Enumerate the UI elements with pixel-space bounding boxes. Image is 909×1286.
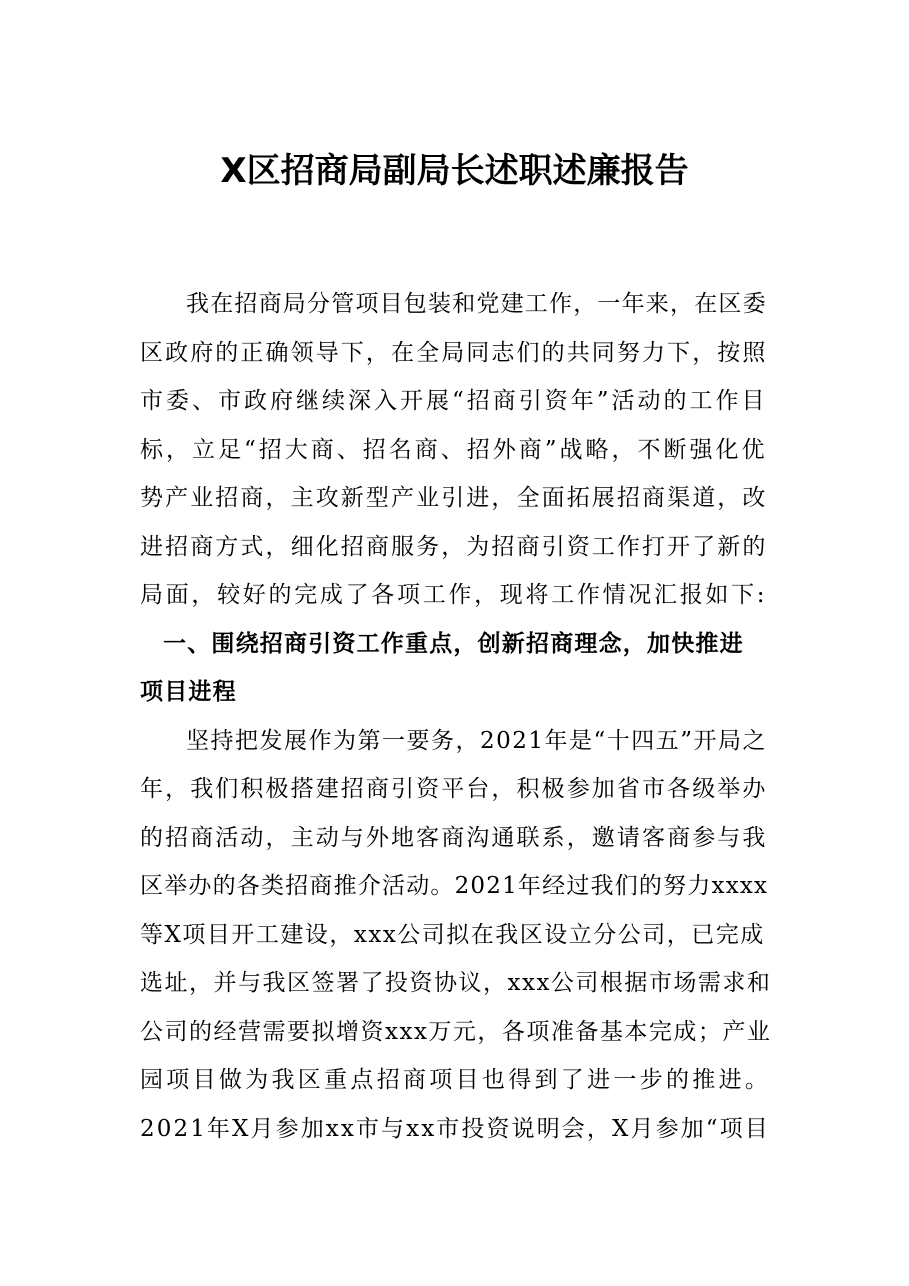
text-line: 局面，较好的完成了各项工作，现将工作情况汇报如下: <box>140 582 768 608</box>
text-line: 坚持把发展作为第一要务，2021年是“十四五”开局之 <box>186 727 768 754</box>
text-line: 年，我们积极搭建招商引资平台，积极参加省市各级举办 <box>140 776 768 802</box>
text-line: 等X项目开工建设，xxx公司拟在我区设立分公司，已完成 <box>140 921 765 948</box>
text-line: 市委、市政府继续深入开展“招商引资年”活动的工作目 <box>140 388 768 414</box>
text-line: 进招商方式，细化招商服务，为招商引资工作打开了新的 <box>140 533 768 560</box>
heading-line: 一、围绕招商引资工作重点，创新招商理念，加快推进 <box>163 630 744 657</box>
text-line: 公司的经营需要拟增资xxx万元，各项准备基本完成；产业 <box>140 1018 772 1045</box>
heading-line: 项目进程 <box>140 679 237 705</box>
text-line: 区政府的正确领导下，在全局同志们的共同努力下，按照 <box>140 339 768 366</box>
text-line: 我在招商局分管项目包装和党建工作，一年来，在区委 <box>186 291 767 317</box>
paragraph-intro <box>140 280 772 620</box>
text-line: 标，立足“招大商、招名商、招外商”战略，不断强化优 <box>140 436 768 463</box>
text-line: 势产业招商，主攻新型产业引进，全面拓展招商渠道，改 <box>140 485 768 511</box>
text-line: 区举办的各类招商推介活动。2021年经过我们的努力xxxx <box>140 873 769 899</box>
paragraph-section-1 <box>140 717 772 1154</box>
section-heading-1 <box>140 620 772 717</box>
text-line: 选址，并与我区签署了投资协议，xxx公司根据市场需求和 <box>140 970 772 996</box>
document-title: X区招商局副局长述职述廉报告 <box>220 151 689 191</box>
document-body <box>140 280 772 1153</box>
text-line: 园项目做为我区重点招商项目也得到了进一步的推进。 <box>140 1067 772 1093</box>
text-line: 2021年X月参加xx市与xx市投资说明会，X月参加“项目 <box>140 1115 770 1142</box>
text-line: 的招商活动，主动与外地客商沟通联系，邀请客商参与我 <box>140 824 768 851</box>
